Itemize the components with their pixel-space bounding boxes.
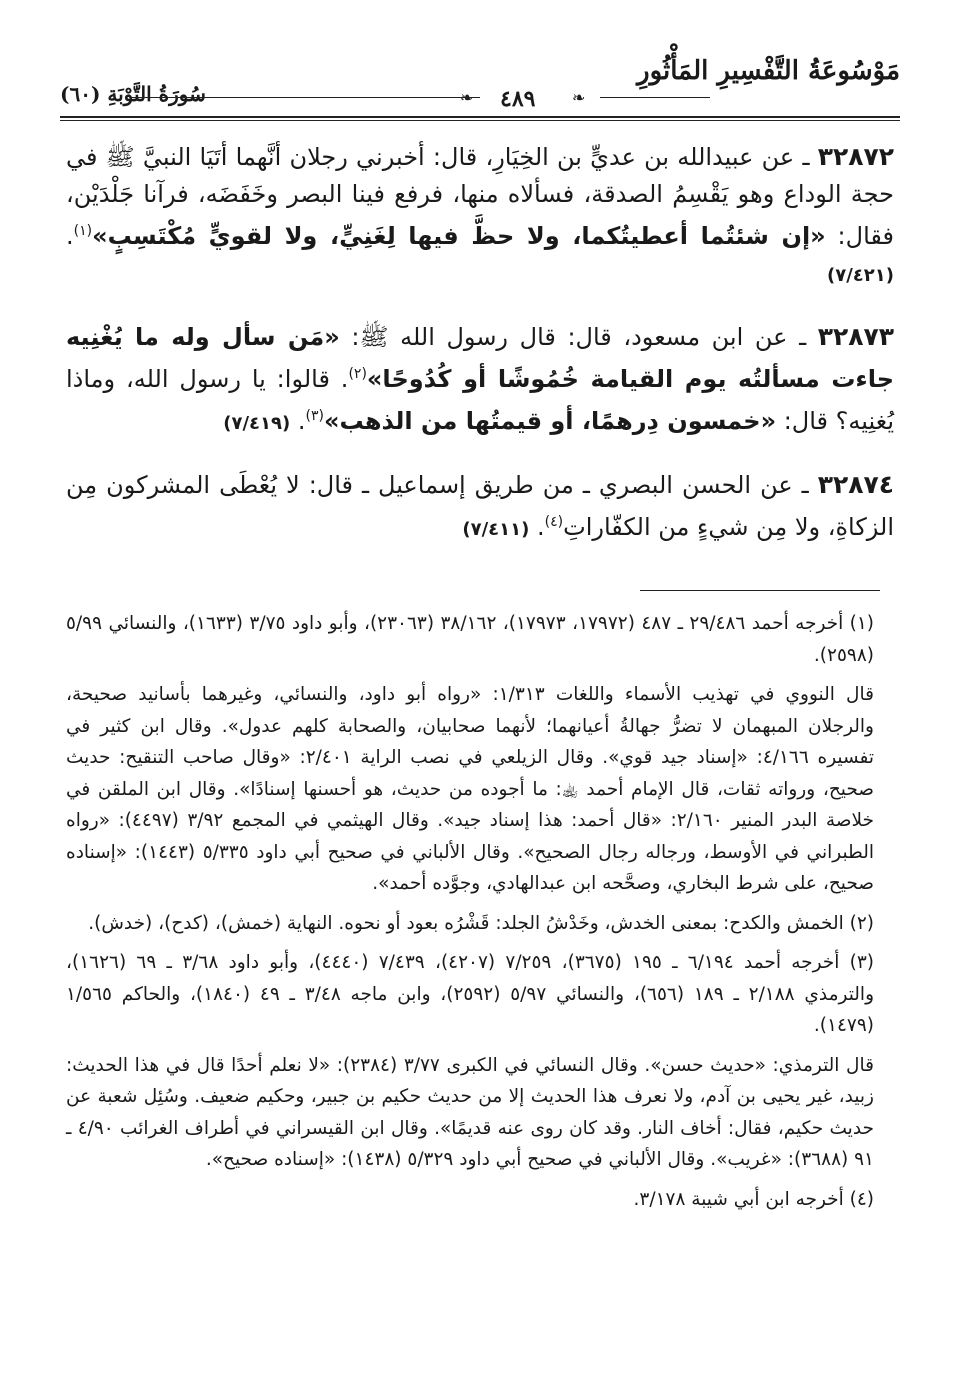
entry-number: ٣٢٨٧٢ — [817, 142, 894, 171]
footnote: (٣) أخرجه أحمد ٦/١٩٤ ـ ١٩٥ (٣٦٧٥)، ٧/٢٥٩ (٤٢٠٧)، ٧/٤٣٩ (٤٤٤٠)، وأبو داود ٣/٦٨ ـ ٦٩ (١٦٢٦)، والترمذي ٢/١٨٨ ـ ١٨٩ (٦٥٦)، والنسائي ٥/٩٧ (٢٥٩٢)، وابن ماجه ٣/٤٨ ـ ٤٩ (١٨٤٠)، والحاكم ١/٥٦٥ (١٤٧٩). — [66, 952, 874, 1036]
footnote: (١) أخرجه أحمد ٢٩/٤٨٦ ـ ٤٨٧ (١٧٩٧٢، ١٧٩٧٣)، ٣٨/١٦٢ (٢٣٠٦٣)، وأبو داود ٣/٧٥ (١٦٣٣)، والنسائي ٥/٩٩ (٢٥٩٨). — [66, 613, 875, 666]
surah-label: سُورَةُ التَّوْبَةِ (٦٠) — [60, 82, 206, 106]
footnotes — [66, 608, 874, 1223]
footnote-marker[interactable]: (٣) — [305, 408, 324, 424]
entry-punct: . — [66, 222, 74, 250]
entry-quote: «مَن سأل وله ما يُغْنِيه جاءت مسألتُه يوم القيامة خُمُوشًا أو كُدُوحًا» — [66, 323, 895, 393]
left-ornament-icon: ❧ — [460, 88, 474, 107]
footnote-marker[interactable]: (٢) — [348, 366, 367, 382]
entry-number: ٣٢٨٧٣ — [817, 322, 894, 351]
volume-reference: (٧/٤٢١) — [827, 265, 894, 286]
right-ornament-icon: ❧ — [572, 88, 586, 107]
footnote: قال الترمذي: «حديث حسن». وقال النسائي في الكبرى ٣/٧٧ (٢٣٨٤): «لا نعلم أحدًا قال في هذا الحديث: زبيد، غير يحيى بن آدم، ولا نعرف هذا الحديث إلا من حديث حكيم بن جبير، وحكيم ضعيف. وسُئِل شعبة عن حديث حكيم، فقال: أخاف النار. وقد كان روى عنه قديمًا». وقال ابن القيسراني في أطراف الغرائب ٤/٩٠ ـ ٩١ (٣٦٨٨): «غريب». وقال الألباني في صحيح أبي داود ٥/٣٢٩ (١٤٣٨): «إسناده صحيح». — [66, 1054, 874, 1170]
header-rule — [60, 116, 900, 121]
hadith-entries — [66, 138, 894, 572]
entry-punct: . — [290, 407, 306, 435]
volume-reference: (٧/٤١١) — [462, 519, 530, 540]
entry-text: ـ عن عبيدالله بن عديٍّ بن الخِيَارِ، قال: أخبرني رجلان أنَّهما أتَيَا النبيَّ ﷺ في حجة الوداع وهو يَقْسِمُ الصدقة، فسألاه منها، فرفع فينا البصر وخَفَضَه، فرآنا جَلْدَيْن، فقال: — [66, 143, 895, 250]
hadith-entry — [66, 318, 894, 442]
entry-text: ـ عن الحسن البصري ـ من طريق إسماعيل ـ قال: لا يُعْطَى المشركون مِن الزكاةِ، ولا مِن شيءٍ من الكفّاراتِ — [66, 471, 894, 541]
footnote: قال النووي في تهذيب الأسماء واللغات ١/٣١٣: «رواه أبو داود، والنسائي، وغيرهما بأسانيد صحيحة، والرجلان المبهمان لا تضرُّ جهالةُ أعيانهما؛ لأنهما صحابيان، والصحابة كلهم عدول». وقال ابن كثير في تفسيره ٤/١٦٦: «إسناد جيد قوي». وقال الزيلعي في نصب الراية ٢/٤٠١: «وقال صاحب التنقيح: حديث صحيح، ورواته ثقات، قال الإمام أحمد ﵀: ما أجوده من حديث، هو أحسنها إسنادًا». وقال ابن الملقن في خلاصة البدر المنير ٢/١٦٠: «قال أحمد: هذا إسناد جيد». وقال الهيثمي في المجمع ٣/٩٢ (٤٤٩٧): «رواه الطبراني في الأوسط، ورجاله رجال الصحيح». وقال الألباني في صحيح أبي داود ٥/٣٣٥ (١٤٤٣): «إسناده صحيح، على شرط البخاري، وصحَّحه ابن عبدالهادي، وجوَّده أحمد». — [66, 684, 874, 894]
footnote-marker[interactable]: (١) — [73, 223, 93, 239]
volume-reference: (٧/٤١٩) — [223, 413, 291, 434]
header-rule-left — [130, 97, 480, 98]
book-title: مَوْسُوعَةُ التَّفْسِيرِ المَأْثُورِ — [637, 56, 900, 86]
entry-number: ٣٢٨٧٤ — [817, 470, 894, 499]
footnote: (٢) الخمش والكدح: بمعنى الخدش، وخَدْشُ الجلد: قَشْرُه بعود أو نحوه. النهاية (خمش)، (كدح)، (خدش). — [88, 912, 874, 934]
header-rule-right — [600, 97, 710, 98]
hadith-entry — [66, 466, 894, 548]
footnote: (٤) أخرجه ابن أبي شيبة ٣/١٧٨. — [633, 1188, 874, 1210]
entry-quote: «خمسون دِرهمًا، أو قيمتُها من الذهب» — [323, 407, 777, 435]
page-header — [60, 52, 900, 112]
entry-punct: . — [529, 513, 545, 541]
entry-quote: «إن شئتُما أعطيتُكما، ولا حظَّ فيها لِغَنِيٍّ، ولا لقويٍّ مُكْتَسِبٍ» — [92, 222, 826, 250]
entry-text: . قالوا: يا رسول الله، وماذا يُغنِيه؟ قال: — [66, 365, 894, 435]
hadith-entry — [66, 138, 894, 294]
footnote-marker[interactable]: (٤) — [544, 514, 564, 530]
page-number: ٤٨٩ — [500, 86, 536, 112]
entry-text: ـ عن ابن مسعود، قال: قال رسول الله ﷺ: — [339, 323, 818, 351]
footnote-separator — [640, 590, 880, 591]
